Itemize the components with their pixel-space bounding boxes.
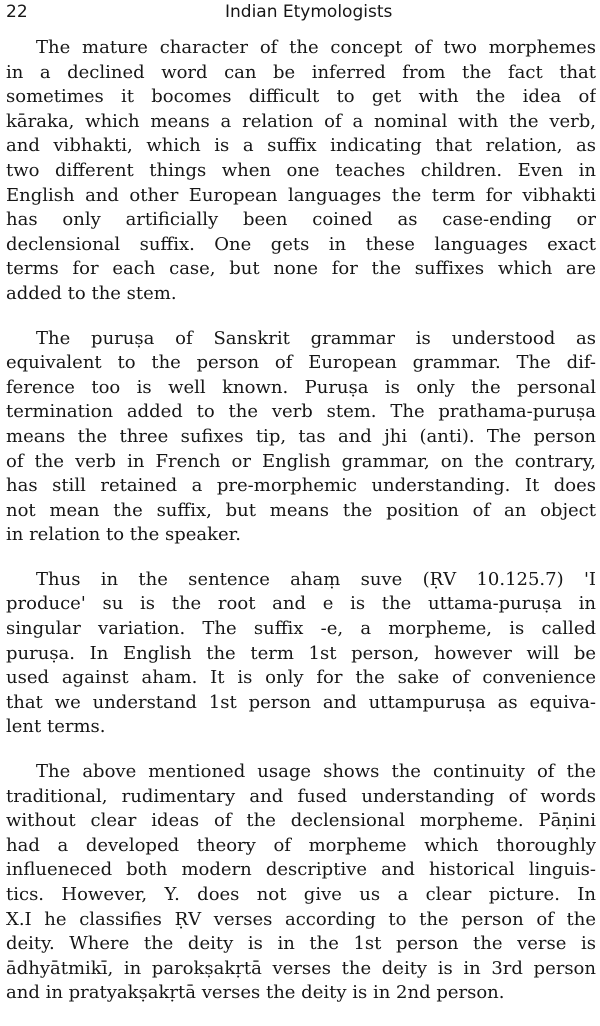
text-line: The mature character of the concept of two morphemes [36,37,596,58]
paragraph [6,327,596,548]
text-line: used against aham. It is only for the sake of convenience [6,667,596,689]
text-line: and in pratyakṣakṛtā verses the deity is in 2nd person. [6,982,505,1004]
text-line: means the three sufixes tip, tas and jhi (anti). The person [6,425,596,447]
text-line: has still retained a pre-morphemic understanding. It does [6,475,596,497]
body-text [6,36,596,1026]
text-line: lent terms. [6,716,106,738]
text-line: in relation to the speaker. [6,524,242,546]
text-line: ādhyātmikī, in parokṣakṛtā verses the deity is in 3rd person [6,957,596,979]
text-line: in a declined word can be inferred from the fact that [6,61,596,83]
text-line: without clear ideas of the declensional morpheme. Pāṇini [6,810,596,832]
text-line: sometimes it bocomes difficult to get with the idea of [6,86,596,108]
page-number: 22 [6,2,28,22]
paragraph [6,760,596,1006]
text-line: singular variation. The suffix -e, a morpheme, is called [6,618,596,640]
text-line: two different things when one teaches children. Even in [6,159,596,181]
running-title: Indian Etymologists [225,2,393,22]
text-line: English and other European languages the term for vibhakti [6,184,596,206]
text-line: traditional, rudimentary and fused understanding of words [6,785,596,807]
paragraph [6,36,596,307]
text-line: of the verb in French or English grammar, on the contrary, [6,450,596,472]
text-line: influeneced both modern descriptive and historical linguis- [6,859,596,881]
text-line: that we understand 1st person and uttampuruṣa as equiva- [6,691,596,713]
text-line: X.I he classifies ṚV verses according to the person of the [6,908,596,930]
text-line: deity. Where the deity is in the 1st person the verse is [6,933,596,955]
text-line: Thus in the sentence ahaṃ suve (ṚV 10.125.7) 'I [36,568,596,590]
text-line: produce' su is the root and e is the uttama-puruṣa in [6,593,596,615]
text-line: termination added to the verb stem. The prathama-puruṣa [6,401,596,423]
text-line: puruṣa. In English the term 1st person, however will be [6,642,596,664]
text-line: kāraka, which means a relation of a nominal with the verb, [6,110,596,132]
text-line: The puruṣa of Sanskrit grammar is understood as [36,327,596,349]
paragraph [6,568,596,740]
text-line: had a developed theory of morpheme which thoroughly [6,834,596,856]
text-line: not mean the suffix, but means the position of an object [6,499,596,521]
text-line: declensional suffix. One gets in these languages exact [6,233,596,255]
text-line: terms for each case, but none for the suffixes which are [6,258,596,280]
text-line: has only artificially been coined as case-ending or [6,209,596,231]
text-line: added to the stem. [6,282,177,304]
text-line: ference too is well known. Puruṣa is only the personal [6,376,596,398]
page-header [0,0,600,26]
text-line: equivalent to the person of European grammar. The dif- [6,352,596,374]
text-line: and vibhakti, which is a suffix indicating that relation, as [6,135,596,157]
text-line: The above mentioned usage shows the continuity of the [36,761,596,783]
text-line: tics. However, Y. does not give us a clear picture. In [6,884,596,905]
